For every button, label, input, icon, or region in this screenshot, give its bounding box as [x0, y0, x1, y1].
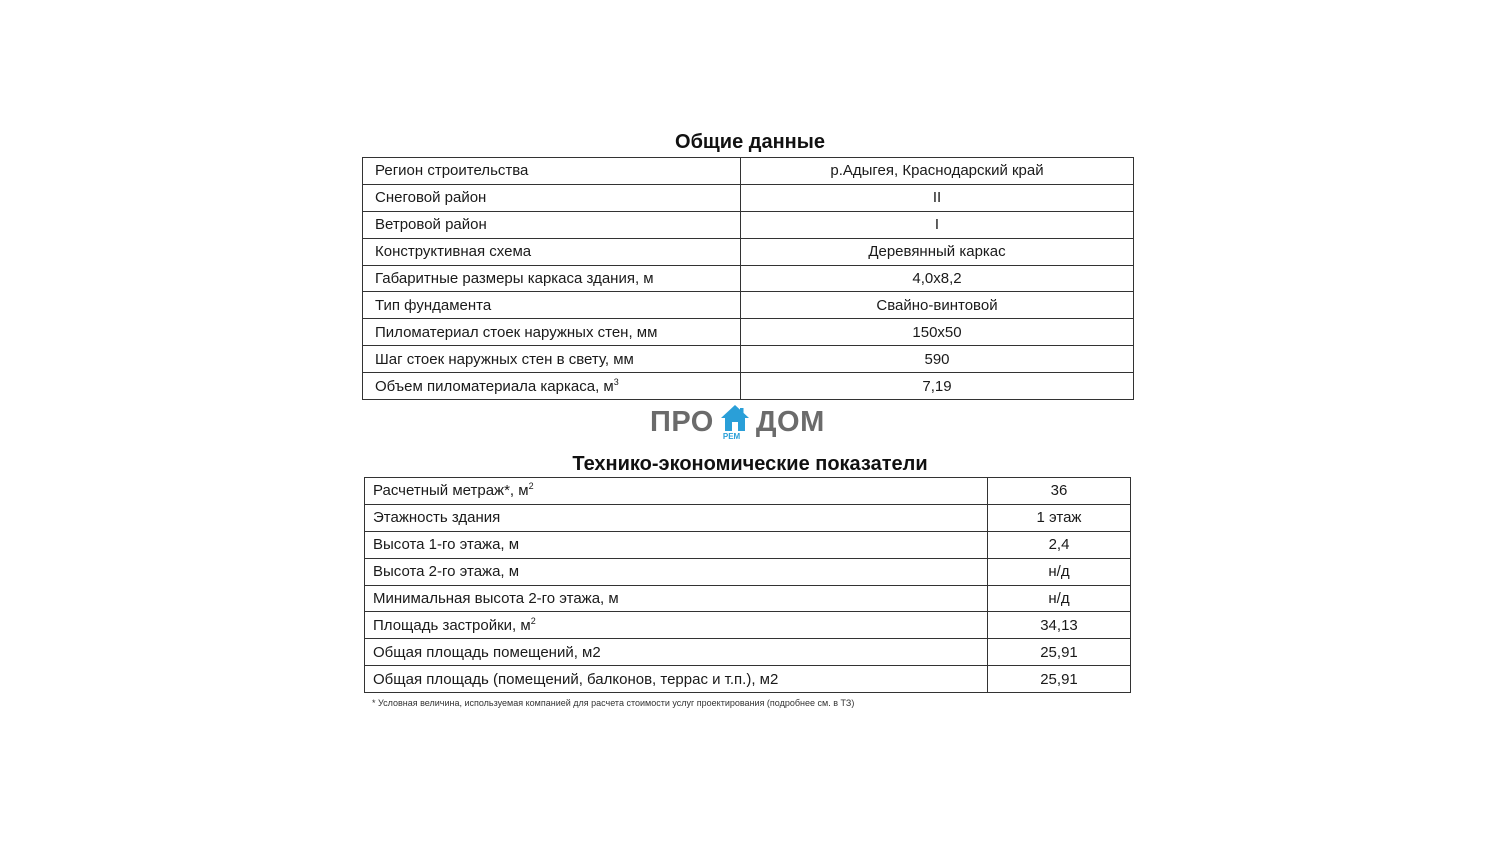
- table-row: [363, 238, 1134, 265]
- row-value: р.Адыгея, Краснодарский край: [741, 158, 1134, 185]
- row-label: Пиломатериал стоек наружных стен, мм: [363, 319, 741, 346]
- row-value: I: [741, 211, 1134, 238]
- table-row: [365, 558, 1131, 585]
- table-row: [363, 346, 1134, 373]
- row-label: [365, 478, 988, 505]
- table-row: [363, 265, 1134, 292]
- row-label: Высота 2-го этажа, м: [365, 558, 988, 585]
- unit-superscript: 2: [530, 615, 536, 626]
- row-label: Тип фундамента: [363, 292, 741, 319]
- table-row: [365, 585, 1131, 612]
- row-label: Ветровой район: [363, 211, 741, 238]
- row-value: 2,4: [988, 531, 1131, 558]
- row-value: 36: [988, 478, 1131, 505]
- table-row: [365, 531, 1131, 558]
- row-label: Общая площадь помещений, м2: [365, 639, 988, 666]
- row-value: 34,13: [988, 612, 1131, 639]
- row-value: н/д: [988, 558, 1131, 585]
- row-value: 4,0x8,2: [741, 265, 1134, 292]
- table-row: [363, 292, 1134, 319]
- table-row: [365, 612, 1131, 639]
- unit-superscript: 2: [528, 481, 534, 492]
- row-label: Минимальная высота 2-го этажа, м: [365, 585, 988, 612]
- tep-title: Технико-экономические показатели: [572, 453, 928, 475]
- row-label: [365, 612, 988, 639]
- unit-superscript: 3: [613, 376, 619, 387]
- row-label-text: Объем пиломатериала каркаса, м: [375, 377, 614, 395]
- row-label: Общая площадь (помещений, балконов, террас и т.п.), м2: [365, 666, 988, 693]
- row-label: Снеговой район: [363, 184, 741, 211]
- table-row: [363, 319, 1134, 346]
- row-label-text: Расчетный метраж*, м: [373, 482, 529, 500]
- row-value: 1 этаж: [988, 504, 1131, 531]
- row-value: Деревянный каркас: [741, 238, 1134, 265]
- row-value: 150x50: [741, 319, 1134, 346]
- row-label: Регион строительства: [363, 158, 741, 185]
- table-row: [363, 373, 1134, 400]
- general-data-table: [362, 157, 1134, 400]
- row-label-text: Площадь застройки, м: [373, 616, 531, 634]
- tep-table: [364, 477, 1131, 693]
- row-value: Свайно-винтовой: [741, 292, 1134, 319]
- row-value: 25,91: [988, 666, 1131, 693]
- table-row: [363, 158, 1134, 185]
- house-icon: [720, 403, 750, 441]
- row-label: Высота 1-го этажа, м: [365, 531, 988, 558]
- logo-text-left: ПРО: [650, 405, 714, 438]
- row-label: Этажность здания: [365, 504, 988, 531]
- logo-subtext: РЕМ: [722, 432, 741, 441]
- row-label: Габаритные размеры каркаса здания, м: [363, 265, 741, 292]
- general-data-title: Общие данные: [675, 131, 825, 153]
- row-value: II: [741, 184, 1134, 211]
- table-row: [365, 639, 1131, 666]
- prodom-logo: [650, 402, 825, 442]
- table-row: [363, 211, 1134, 238]
- table-row: [365, 666, 1131, 693]
- row-value: н/д: [988, 585, 1131, 612]
- row-label: Конструктивная схема: [363, 238, 741, 265]
- row-value: 25,91: [988, 639, 1131, 666]
- row-value: 590: [741, 346, 1134, 373]
- row-label: [363, 373, 741, 400]
- table-row: [365, 478, 1131, 505]
- footnote: * Условная величина, используемая компанией для расчета стоимости услуг проектирования (подробнее см. в ТЗ): [372, 698, 855, 708]
- table-row: [363, 184, 1134, 211]
- table-row: [365, 504, 1131, 531]
- row-value: 7,19: [741, 373, 1134, 400]
- row-label: Шаг стоек наружных стен в свету, мм: [363, 346, 741, 373]
- logo-text-right: ДОМ: [755, 405, 825, 438]
